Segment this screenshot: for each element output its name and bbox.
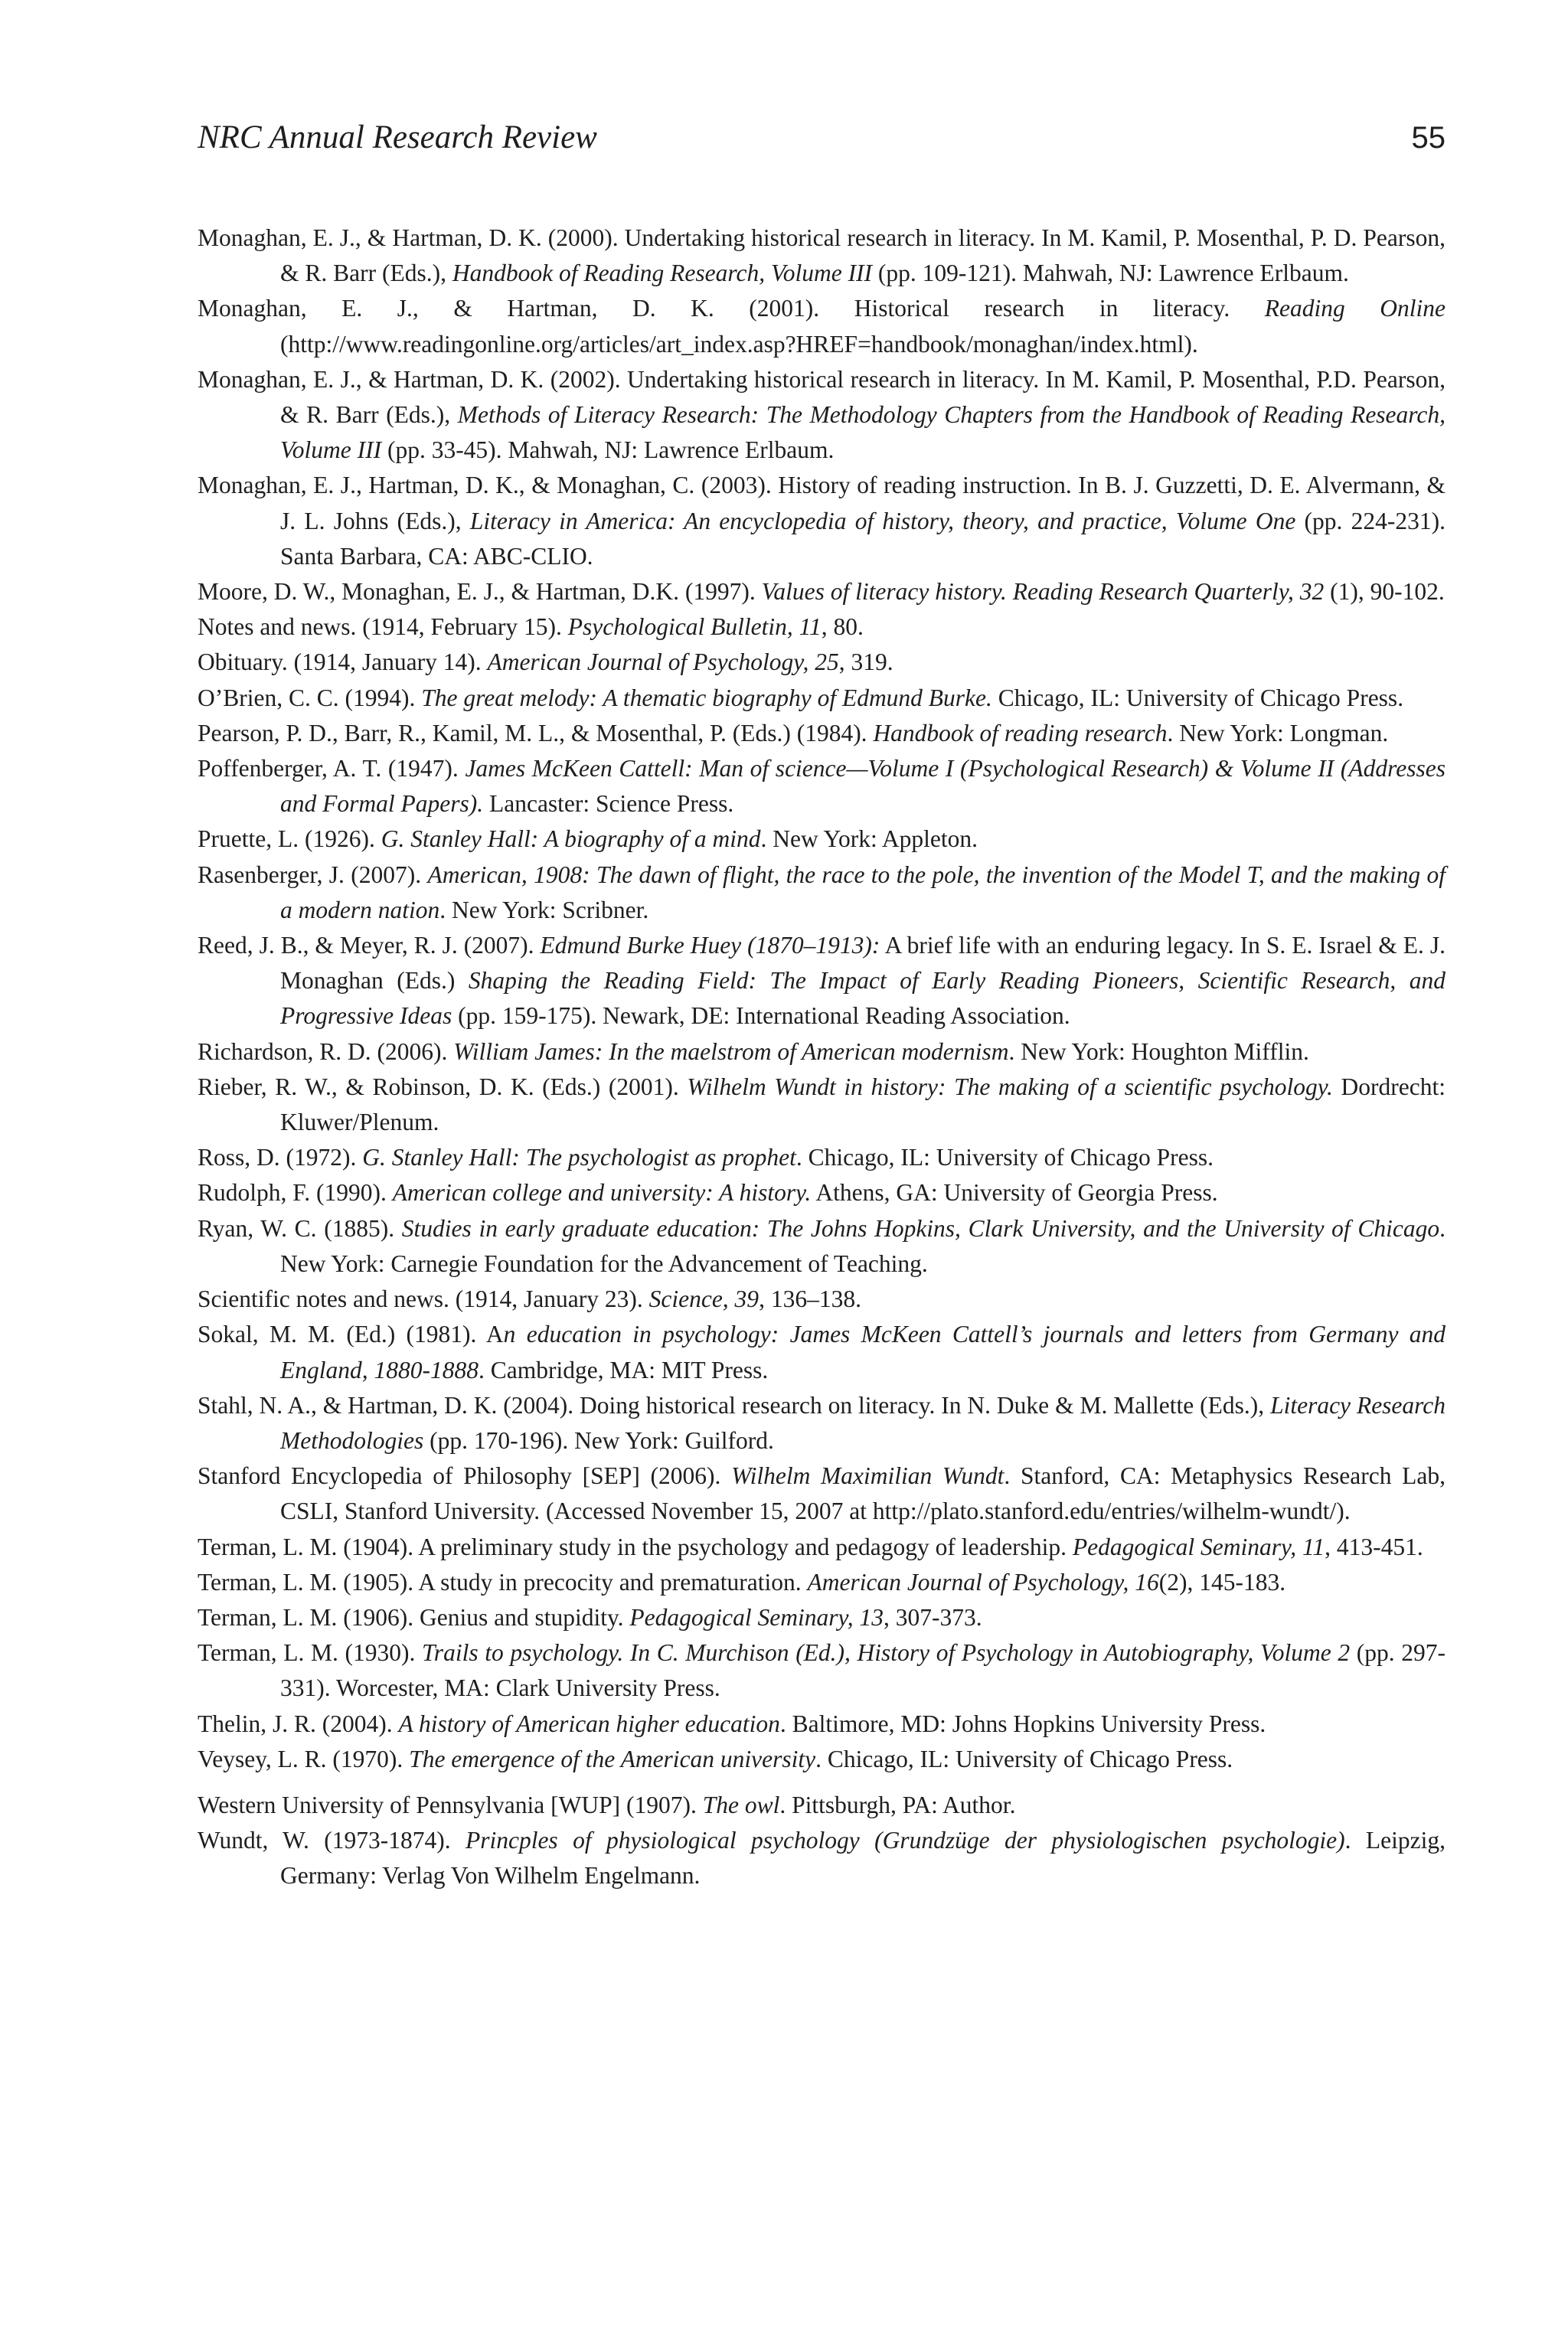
reference-italic-title: Princples of physiological psychology (Grundzüge der physiologischen psychologie)	[465, 1827, 1345, 1854]
reference-italic-title: Shaping the Reading Field: The Impact of Early Reading Pioneers, Scientific Research, and Progressive Ideas	[280, 967, 1446, 1030]
reference-italic-title: The owl	[702, 1791, 780, 1818]
reference-entry	[198, 1635, 1446, 1706]
reference-text: Chicago, IL: University of Chicago Press.	[991, 684, 1404, 711]
reference-text: Pruette, L. (1926).	[198, 825, 381, 853]
reference-text: Scientific notes and news. (1914, January 23).	[198, 1285, 649, 1313]
reference-italic-title: Pedagogical Seminary, 13	[629, 1603, 884, 1631]
reference-entry	[198, 716, 1446, 751]
reference-text: (http://www.readingonline.org/articles/art_index.asp?HREF=handbook/monaghan/index.html).	[280, 330, 1198, 358]
reference-text: Monaghan, E. J., Hartman, D. K., & Monaghan, C. (2003). History of reading instruction. In B. J. Guzzetti, D. E. Alvermann, & J. L. Johns (Eds.),	[198, 472, 1446, 534]
reference-text: Monaghan, E. J., & Hartman, D. K. (2000). Undertaking historical research in literacy. In M. Kamil, P. Mosenthal, P. D. Pearson, & R. Barr (Eds.),	[198, 224, 1446, 287]
reference-text: Poffenberger, A. T. (1947).	[198, 755, 466, 782]
reference-text: Wundt, W. (1973-1874).	[198, 1827, 466, 1854]
reference-text: Terman, L. M. (1906). Genius and stupidity.	[198, 1603, 630, 1631]
reference-entry	[198, 1459, 1446, 1529]
reference-entry	[198, 574, 1446, 609]
reference-italic-title: Studies in early graduate education: The Johns Hopkins, Clark University, and the University of Chicago	[401, 1214, 1440, 1242]
reference-text: Terman, L. M. (1904). A preliminary study in the psychology and pedagogy of leadership.	[198, 1533, 1073, 1560]
reference-text: Moore, D. W., Monaghan, E. J., & Hartman, D.K. (1997).	[198, 578, 762, 606]
reference-entry	[198, 1175, 1446, 1210]
reference-text: . Chicago, IL: University of Chicago Press.	[815, 1745, 1233, 1772]
reference-text: Rieber, R. W., & Robinson, D. K. (Eds.) (2001).	[198, 1073, 688, 1100]
reference-text: Dordrecht: Kluwer/Plenum.	[280, 1073, 1446, 1136]
reference-entry	[198, 1707, 1446, 1742]
reference-text: Richardson, R. D. (2006).	[198, 1037, 454, 1065]
reference-text: Rasenberger, J. (2007).	[198, 861, 428, 888]
reference-italic-title: American college and university: A history.	[392, 1179, 812, 1207]
reference-text: (pp. 297-331). Worcester, MA: Clark University Press.	[280, 1639, 1446, 1702]
reference-entry	[198, 362, 1446, 469]
reference-entry	[198, 1823, 1446, 1893]
reference-text: O’Brien, C. C. (1994).	[198, 684, 422, 711]
reference-entry	[198, 1788, 1446, 1823]
reference-italic-title: Handbook of Reading Research, Volume III	[452, 260, 873, 287]
reference-text: , 413-451.	[1325, 1533, 1423, 1560]
reference-entry	[198, 468, 1446, 574]
running-title: NRC Annual Research Review	[198, 119, 597, 155]
reference-entry	[198, 681, 1446, 716]
reference-italic-title: Pedagogical Seminary, 11	[1072, 1533, 1325, 1560]
reference-text: . Chicago, IL: University of Chicago Press.	[795, 1144, 1214, 1171]
reference-italic-title: The emergence of the American university	[409, 1745, 816, 1772]
reference-text: . New York: Scribner.	[439, 896, 649, 923]
reference-text: Notes and news. (1914, February 15).	[198, 613, 568, 641]
reference-text: Pearson, P. D., Barr, R., Kamil, M. L., & Mosenthal, P. (Eds.) (1984).	[198, 719, 874, 746]
reference-italic-title: American, 1908: The dawn of flight, the race to the pole, the invention of the Model T, and the making of a modern nation	[280, 861, 1446, 923]
reference-text: , 136–138.	[759, 1285, 861, 1313]
reference-italic-title: Values of literacy history. Reading Research Quarterly, 32	[761, 578, 1325, 606]
reference-entry	[198, 1530, 1446, 1565]
reference-italic-title: n education in psychology: James McKeen Cattell’s journals and letters from Germany and England, 1880-1888	[280, 1321, 1446, 1383]
reference-italic-title: Reading Online	[1264, 295, 1446, 322]
reference-entry	[198, 751, 1446, 822]
reference-entry	[198, 1140, 1446, 1175]
reference-italic-title: G. Stanley Hall: The psychologist as prophet	[362, 1144, 796, 1171]
reference-text: . Baltimore, MD: Johns Hopkins University Press.	[779, 1710, 1266, 1737]
page-number: 55	[1411, 121, 1446, 155]
reference-entry	[198, 220, 1446, 291]
reference-italic-title: Methods of Literacy Research: The Methodology Chapters from the Handbook of Reading Research, Volume III	[280, 401, 1446, 464]
reference-text: . New York: Houghton Mifflin.	[1008, 1037, 1309, 1065]
reference-text: . Leipzig, Germany: Verlag Von Wilhelm Engelmann.	[280, 1827, 1446, 1890]
reference-entry	[198, 1600, 1446, 1635]
reference-entry	[198, 609, 1446, 645]
reference-entry	[198, 858, 1446, 928]
reference-entry	[198, 1742, 1446, 1777]
reference-italic-title: James McKeen Cattell: Man of science—Volume I (Psychological Research) & Volume II (Addresses and Formal Papers).	[280, 755, 1446, 818]
reference-italic-title: Edmund Burke Huey (1870–1913):	[540, 932, 880, 959]
reference-text: (pp. 33-45). Mahwah, NJ: Lawrence Erlbaum.	[381, 436, 835, 464]
reference-text: (pp. 170-196). New York: Guilford.	[423, 1426, 774, 1454]
reference-entry	[198, 645, 1446, 680]
reference-text: (pp. 109-121). Mahwah, NJ: Lawrence Erlbaum.	[872, 260, 1349, 287]
reference-text: Athens, GA: University of Georgia Press.	[811, 1179, 1218, 1207]
reference-italic-title: G. Stanley Hall: A biography of a mind	[381, 825, 761, 853]
reference-text: . Stanford, CA: Metaphysics Research Lab, CSLI, Stanford University. (Accessed November 15, 2007 at http://plato.stanford.edu/entries/wilhelm-wundt/).	[280, 1462, 1446, 1525]
reference-entry	[198, 1282, 1446, 1317]
reference-entry	[198, 822, 1446, 857]
reference-text: Ryan, W. C. (1885).	[198, 1214, 402, 1242]
reference-entry	[198, 291, 1446, 361]
reference-text: Stahl, N. A., & Hartman, D. K. (2004). Doing historical research on literacy. In N. Duke & M. Mallette (Eds.),	[198, 1391, 1271, 1419]
reference-italic-title: Psychological Bulletin, 11	[567, 613, 822, 641]
reference-italic-title: Literacy in America: An encyclopedia of history, theory, and practice, Volume One	[469, 507, 1296, 534]
reference-text: (pp. 224-231). Santa Barbara, CA: ABC-CLIO.	[280, 507, 1446, 570]
reference-text: A brief life with an enduring legacy. In S. E. Israel & E. J. Monaghan (Eds.)	[280, 932, 1446, 995]
reference-text: , 80.	[821, 613, 864, 641]
reference-text: Western University of Pennsylvania [WUP] (1907).	[198, 1791, 703, 1818]
reference-italic-title: Wilhelm Wundt in history: The making of a scientific psychology.	[687, 1073, 1333, 1100]
reference-text: Terman, L. M. (1930).	[198, 1639, 423, 1667]
reference-entry	[198, 1070, 1446, 1140]
reference-italic-title: A history of American higher education	[398, 1710, 780, 1737]
reference-italic-title: Trails to psychology. In C. Murchison (Ed.), History of Psychology in Autobiography, Volume 2	[422, 1639, 1351, 1667]
reference-entry	[198, 1211, 1446, 1282]
reference-text: Veysey, L. R. (1970).	[198, 1745, 410, 1772]
reference-entry	[198, 1388, 1446, 1459]
reference-list	[198, 220, 1446, 1894]
reference-text: Reed, J. B., & Meyer, R. J. (2007).	[198, 932, 541, 959]
reference-text: . Cambridge, MA: MIT Press.	[478, 1356, 769, 1383]
reference-italic-title: Science, 39	[648, 1285, 760, 1313]
reference-text: Ross, D. (1972).	[198, 1144, 363, 1171]
reference-italic-title: The great melody: A thematic biography of Edmund Burke.	[421, 684, 992, 711]
reference-text: Monaghan, E. J., & Hartman, D. K. (2001). Historical research in literacy.	[198, 295, 1265, 322]
reference-text: , 319.	[838, 648, 893, 676]
reference-text: Thelin, J. R. (2004).	[198, 1710, 399, 1737]
reference-text: Terman, L. M. (1905). A study in precocity and prematuration.	[198, 1568, 808, 1596]
reference-text: . New York: Longman.	[1167, 719, 1389, 746]
reference-text: Monaghan, E. J., & Hartman, D. K. (2002). Undertaking historical research in literacy. In M. Kamil, P. Mosenthal, P.D. Pearson, & R. Barr (Eds.),	[198, 365, 1446, 429]
reference-entry	[198, 1317, 1446, 1387]
reference-text: (pp. 159-175). Newark, DE: International Reading Association.	[452, 1002, 1070, 1030]
reference-italic-title: William James: In the maelstrom of American modernism	[453, 1037, 1009, 1065]
reference-text: Lancaster: Science Press.	[483, 790, 734, 818]
reference-text: . New York: Appleton.	[760, 825, 978, 853]
reference-italic-title: American Journal of Psychology, 16	[807, 1568, 1159, 1596]
reference-text: Stanford Encyclopedia of Philosophy [SEP] (2006).	[198, 1462, 732, 1490]
reference-text: (2), 145-183.	[1158, 1568, 1286, 1596]
reference-text: . New York: Carnegie Foundation for the Advancement of Teaching.	[280, 1214, 1446, 1277]
reference-entry	[198, 1034, 1446, 1070]
reference-entry	[198, 1565, 1446, 1600]
reference-italic-title: Literacy Research Methodologies	[280, 1391, 1446, 1454]
reference-entry	[198, 928, 1446, 1034]
reference-text: (1), 90-102.	[1324, 578, 1445, 606]
reference-italic-title: American Journal of Psychology, 25	[487, 648, 839, 676]
page-header	[198, 115, 1446, 168]
reference-text: Obituary. (1914, January 14).	[198, 648, 488, 676]
reference-text: , 307-373.	[884, 1603, 982, 1631]
reference-text: Rudolph, F. (1990).	[198, 1179, 393, 1207]
reference-text: Sokal, M. M. (Ed.) (1981). A	[198, 1321, 504, 1348]
reference-italic-title: Wilhelm Maximilian Wundt	[731, 1462, 1004, 1490]
reference-text: . Pittsburgh, PA: Author.	[779, 1791, 1016, 1818]
reference-italic-title: Handbook of reading research	[873, 719, 1168, 746]
